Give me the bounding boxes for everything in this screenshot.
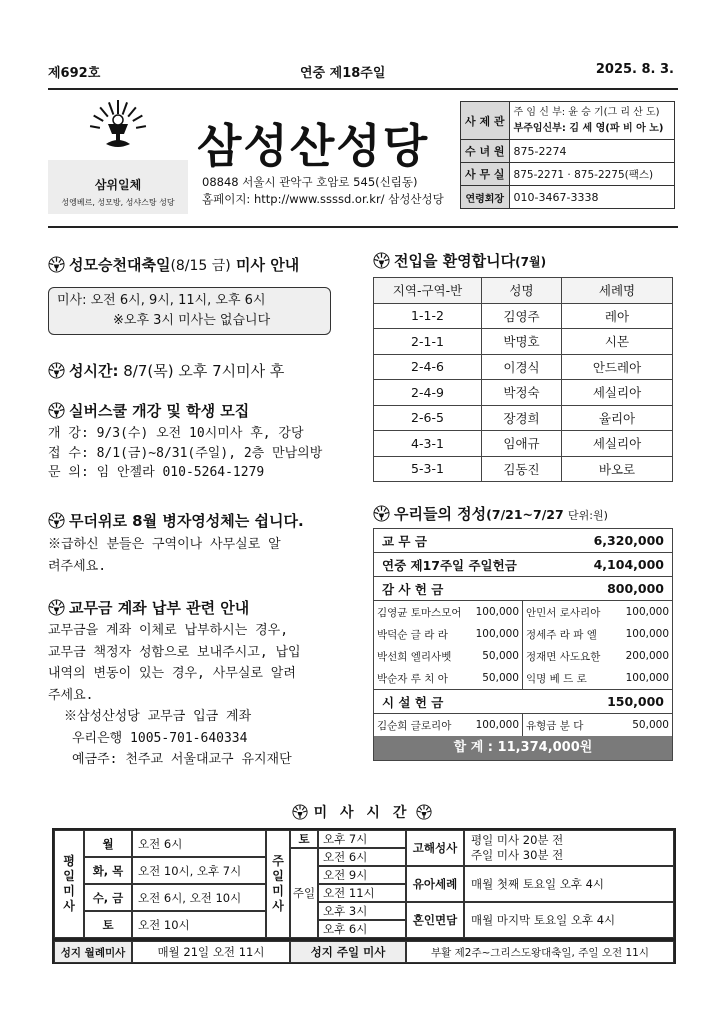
- emblem-icon: [48, 512, 65, 529]
- donor-amount: 50,000: [632, 719, 669, 731]
- emblem-icon: [48, 599, 65, 616]
- table-row: [374, 380, 673, 406]
- assumption-mass-times: 미사: 오전 6시, 9시, 11시, 오후 6시: [57, 293, 266, 308]
- donor-name: 정세주 라 파 엘: [526, 628, 597, 641]
- donor-name: 박선희 엘리사벳: [377, 650, 452, 663]
- name-cell: 김영주: [482, 303, 562, 329]
- baptism-cell: 시몬: [562, 329, 673, 355]
- parish-address-block: [202, 174, 444, 208]
- weekday-time: 오전 6시, 오전 10시: [132, 884, 266, 911]
- shrine-mass-row: [52, 940, 676, 964]
- shrine-sunday-label: 성지 주일 미사: [290, 941, 406, 963]
- dues-account-title: ※삼성산성당 교무금 입금 계좌: [64, 709, 252, 724]
- priests-cell: [509, 102, 674, 140]
- dues-line1: 교무금을 계좌 이체로 납부하시는 경우,: [48, 623, 289, 638]
- marriage-label: 혼인면담: [406, 902, 464, 938]
- baptism-cell: 세실리아: [562, 431, 673, 457]
- area-cell: 5-3-1: [374, 456, 482, 482]
- offering-thanks-row: [374, 577, 672, 601]
- issue-date: 2025. 8. 3.: [595, 62, 674, 77]
- donor-cell: [374, 601, 523, 623]
- priest-label: 사 제 관: [461, 102, 510, 140]
- dues-line2: 교무금 책정자 성함으로 보내주시고, 납입: [48, 644, 301, 660]
- saturday-label: 토: [290, 830, 318, 848]
- monthly-shrine-label: 성지 월례미사: [54, 941, 132, 963]
- donor-cell: [523, 645, 672, 667]
- baptism-cell: 레아: [562, 303, 673, 329]
- name-cell: 이경식: [482, 354, 562, 380]
- sunday-time: 오전 11시: [318, 884, 406, 902]
- infant-baptism-time: 매월 첫째 토요일 오후 4시: [464, 866, 674, 902]
- donor-name: 박순자 루 치 아: [377, 672, 448, 685]
- dues-heading: [48, 597, 249, 618]
- mass-schedule-heading: [0, 802, 724, 822]
- baptism-cell: 세실리아: [562, 380, 673, 406]
- donor-amount: 200,000: [625, 650, 669, 662]
- offering-heading: [373, 503, 608, 524]
- confession-times: [464, 830, 674, 866]
- sick-communion-title: 무더위로 8월 병자영성체는 쉽니다.: [69, 512, 304, 530]
- donor-name: 안민서 로사리아: [526, 606, 601, 619]
- emblem-icon: [416, 804, 432, 820]
- parish-title: 삼성산성당: [197, 119, 430, 173]
- donor-amount: 100,000: [625, 672, 669, 684]
- assumption-tail: 미사 안내: [230, 256, 300, 274]
- sick-communion-heading: [48, 510, 304, 531]
- name-cell: 박정숙: [482, 380, 562, 406]
- sick-communion-line2: 려주세요.: [48, 559, 107, 574]
- area-cell: 4-3-1: [374, 431, 482, 457]
- sunday-label-cell: [266, 830, 290, 938]
- offering-dues-label: 교 무 금: [382, 533, 427, 549]
- offering-sunday-label: 연중 제17주일 주일헌금: [382, 557, 517, 573]
- assumption-title: 성모승천대축일: [69, 256, 171, 274]
- pastor: 주 임 신 부: 윤 승 기(그 리 산 도): [513, 106, 660, 118]
- confession-label: 고해성사: [406, 830, 464, 866]
- trinity-subtitle: 성엥베르, 성모방, 성샤스탕 성당: [61, 198, 175, 207]
- parish-homepage: 홈페이지: http://www.ssssd.or.kr/ 삼성산성당: [202, 192, 444, 206]
- weekday-day: 월: [84, 830, 132, 857]
- weekday-label-cell: [54, 830, 84, 938]
- offering-title: 우리들의 정성: [394, 505, 487, 523]
- welcome-col-area: 지역-구역-반: [374, 278, 482, 304]
- trinity-title: 삼위일체: [94, 178, 142, 192]
- emblem-icon: [48, 402, 65, 419]
- emblem-icon: [48, 256, 65, 273]
- trinity-badge: [48, 160, 188, 214]
- council-phone: 010-3467-3338: [509, 186, 674, 209]
- mass-schedule-table: [52, 828, 676, 940]
- holy-hour-title: 성시간:: [69, 362, 119, 380]
- table-row: [374, 354, 673, 380]
- assumption-mass-note: ※오후 3시 미사는 없습니다: [113, 313, 271, 328]
- top-divider: [48, 88, 678, 90]
- donor-amount: 50,000: [482, 650, 519, 662]
- name-cell: 박명호: [482, 329, 562, 355]
- sunday-day-label: 주일: [290, 848, 318, 938]
- donor-cell: [374, 645, 523, 667]
- donor-name: 김순희 글로리아: [377, 719, 452, 732]
- silver-school-body: [48, 424, 322, 483]
- facility-donors-grid: [374, 714, 672, 736]
- dues-account-holder: 예금주: 천주교 서울대교구 유지재단: [72, 752, 292, 767]
- assumption-mass-box: [48, 287, 331, 335]
- assumption-date: (8/15 금): [170, 258, 231, 274]
- name-cell: 장경희: [482, 405, 562, 431]
- donor-amount: 100,000: [625, 606, 669, 618]
- offering-facility-row: [374, 690, 672, 714]
- baptism-cell: 바오로: [562, 456, 673, 482]
- parish-logo-icon: [88, 98, 148, 150]
- donor-amount: 100,000: [475, 606, 519, 618]
- table-row: [374, 303, 673, 329]
- offering-period: (7/21~7/27: [486, 507, 569, 522]
- baptism-cell: 안드레아: [562, 354, 673, 380]
- offering-facility-amount: 150,000: [607, 694, 664, 709]
- assumption-heading: [48, 254, 299, 275]
- donor-amount: 50,000: [482, 672, 519, 684]
- weekday-day: 수, 금: [84, 884, 132, 911]
- table-row: [374, 456, 673, 482]
- offering-sunday-row: [374, 553, 672, 577]
- shrine-sunday-time: 부활 제2주~그리스도왕대축일, 주일 오전 11시: [406, 941, 674, 963]
- donor-name: 박덕순 글 라 라: [377, 628, 448, 641]
- sick-communion-body: [48, 534, 281, 578]
- name-cell: 임애규: [482, 431, 562, 457]
- holy-hour-heading: [48, 360, 284, 381]
- emblem-icon: [373, 505, 390, 522]
- dues-title: 교무금 계좌 납부 관련 안내: [69, 599, 250, 617]
- thanks-donors-grid: [374, 601, 672, 690]
- donor-cell: [523, 667, 672, 689]
- offering-thanks-amount: 800,000: [607, 581, 664, 596]
- emblem-icon: [292, 804, 308, 820]
- area-cell: 2-4-6: [374, 354, 482, 380]
- confession-sunday: 주일 미사 30분 전: [471, 848, 564, 862]
- donor-cell: [374, 623, 523, 645]
- convent-phone: 875-2274: [509, 140, 674, 163]
- weekday-time: 오전 10시, 오후 7시: [132, 857, 266, 884]
- offering-dues-row: [374, 529, 672, 553]
- donor-amount: 100,000: [475, 628, 519, 640]
- weekday-time: 오전 6시: [132, 830, 266, 857]
- offering-unit: 단위:원): [568, 509, 608, 522]
- weekday-day: 토: [84, 911, 132, 938]
- parish-address: 08848 서울시 관악구 호암로 545(신림동): [202, 175, 418, 189]
- sunday-time: 오전 6시: [318, 848, 406, 866]
- area-cell: 1-1-2: [374, 303, 482, 329]
- header-divider: [48, 226, 678, 228]
- silver-school-heading: [48, 400, 249, 421]
- donor-name: 정재면 사도요한: [526, 650, 601, 663]
- donor-cell: [374, 714, 523, 736]
- silver-school-start: 개 강: 9/3(수) 오전 10시미사 후, 강당: [48, 426, 304, 441]
- offering-facility-label: 시 설 헌 금: [382, 694, 444, 710]
- convent-label: 수 녀 원: [461, 140, 510, 163]
- silver-school-registration: 접 수: 8/1(금)~8/31(주일), 2층 만남의방: [48, 445, 323, 461]
- welcome-table: [373, 277, 673, 482]
- offering-table: [373, 528, 673, 761]
- welcome-header-row: [374, 278, 673, 304]
- saturday-time: 오후 7시: [318, 830, 406, 848]
- table-row: [374, 405, 673, 431]
- name-cell: 김동진: [482, 456, 562, 482]
- baptism-cell: 율리아: [562, 405, 673, 431]
- area-cell: 2-1-1: [374, 329, 482, 355]
- dues-line4: 주세요.: [48, 687, 94, 703]
- assistant-pastor: 부주임신부: 김 세 영(파 비 아 노): [513, 122, 664, 134]
- area-cell: 2-6-5: [374, 405, 482, 431]
- area-cell: 2-4-9: [374, 380, 482, 406]
- sunday-time: 오후 3시: [318, 902, 406, 920]
- sick-communion-line1: ※급하신 분들은 구역이나 사무실로 알: [48, 537, 281, 552]
- table-row: [374, 431, 673, 457]
- offering-thanks-label: 감 사 헌 금: [382, 581, 444, 597]
- dues-account-number: 우리은행 1005-701-640334: [72, 730, 248, 746]
- emblem-icon: [373, 252, 390, 269]
- silver-school-title: 실버스쿨 개강 및 학생 모집: [69, 402, 250, 420]
- offering-total: 합 계 : 11,374,000원: [374, 736, 672, 760]
- donor-name: 김영균 토마스모어: [377, 606, 462, 619]
- contact-table: [460, 101, 675, 209]
- sunday-time: 오후 6시: [318, 920, 406, 938]
- office-phone: 875-2271 · 875-2275(팩스): [509, 163, 674, 186]
- weekday-day: 화, 목: [84, 857, 132, 884]
- donor-cell: [523, 623, 672, 645]
- office-label: 사 무 실: [461, 163, 510, 186]
- council-label: 연령회장: [461, 186, 510, 209]
- monthly-shrine-time: 매월 21일 오전 11시: [132, 941, 290, 963]
- mass-schedule-title: 미 사 시 간: [313, 805, 411, 821]
- issue-number: 제692호: [48, 66, 101, 81]
- offering-dues-amount: 6,320,000: [593, 533, 664, 548]
- donor-name: 유형금 분 다: [526, 719, 584, 732]
- donor-cell: [523, 601, 672, 623]
- table-row: [374, 329, 673, 355]
- welcome-col-baptism: 세례명: [562, 278, 673, 304]
- liturgical-season: 연중 제18주일: [300, 66, 386, 81]
- holy-hour-text: 8/7(목) 오후 7시미사 후: [118, 362, 285, 380]
- offering-sunday-amount: 4,104,000: [593, 557, 664, 572]
- dues-line3: 내역의 변동이 있는 경우, 사무실로 알려: [48, 666, 296, 681]
- welcome-col-name: 성명: [482, 278, 562, 304]
- marriage-time: 매월 마지막 토요일 오후 4시: [464, 902, 674, 938]
- donor-name: 익명 베 드 로: [526, 672, 587, 685]
- emblem-icon: [48, 362, 65, 379]
- sunday-time: 오전 9시: [318, 866, 406, 884]
- donor-amount: 100,000: [625, 628, 669, 640]
- donor-amount: 100,000: [475, 719, 519, 731]
- dues-body: [48, 620, 301, 771]
- confession-weekday: 평일 미사 20분 전: [471, 833, 564, 847]
- donor-cell: [523, 714, 672, 736]
- welcome-title: 전입을 환영합니다: [394, 252, 516, 270]
- weekday-time: 오전 10시: [132, 911, 266, 938]
- welcome-heading: [373, 250, 546, 271]
- welcome-month: (7월): [515, 255, 547, 269]
- infant-baptism-label: 유아세례: [406, 866, 464, 902]
- silver-school-contact: 문 의: 임 안젤라 010-5264-1279: [48, 465, 265, 480]
- sunday-label: 주일미사: [272, 854, 284, 913]
- donor-cell: [374, 667, 523, 689]
- weekday-label: 평일미사: [63, 854, 75, 913]
